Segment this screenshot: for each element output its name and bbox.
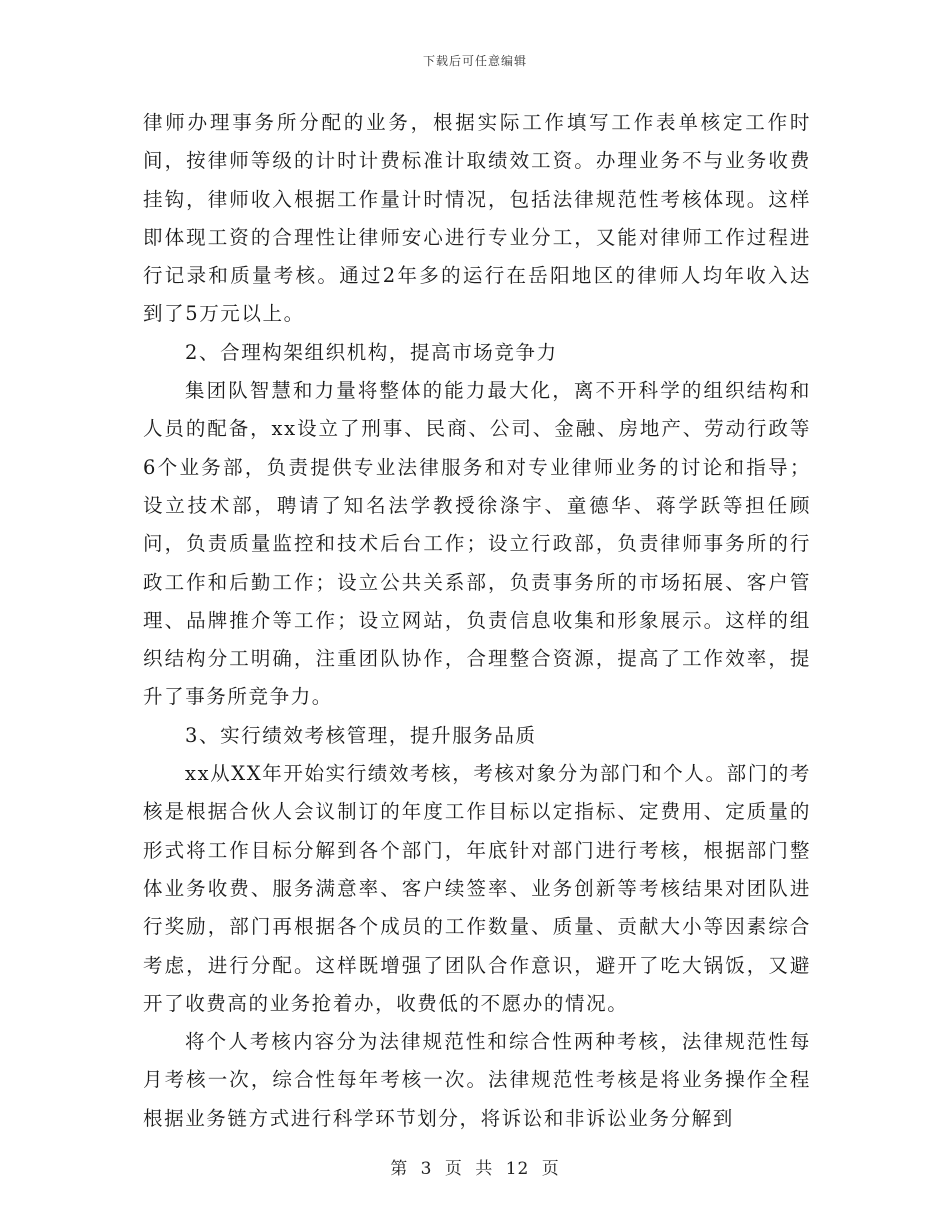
document-body [143, 104, 811, 1138]
page-header: 下载后可任意编辑 [422, 54, 527, 68]
section-heading: 3、实行绩效考核管理，提升服务品质 [185, 723, 537, 747]
paragraph: 律师办理事务所分配的业务，根据实际工作填写工作表单核定工作时间，按律师等级的计时计费标准计取绩效工资。办理业务不与业务收费挂钩，律师收入根据工作量计时情况，包括法律规范性考核体现。这样即体现工资的合理性让律师安心进行专业分工，又能对律师工作过程进行记录和质量考核。通过2年多的运行在岳阳地区的律师人均年收入达到了5万元以上。 [143, 111, 811, 326]
page-number-footer: 第 3 页 共 12 页 [390, 1159, 560, 1179]
section-heading: 2、合理构架组织机构，提高市场竞争力 [185, 340, 558, 364]
paragraph: 将个人考核内容分为法律规范性和综合性两种考核，法律规范性每月考核一次，综合性每年考核一次。法律规范性考核是将业务操作全程根据业务链方式进行科学环节划分，将诉讼和非诉讼业务分解到 [143, 1030, 811, 1130]
paragraph: xx从XX年开始实行绩效考核，考核对象分为部门和个人。部门的考核是根据合伙人会议制订的年度工作目标以定指标、定费用、定质量的形式将工作目标分解到各个部门，年底针对部门进行考核，根据部门整体业务收费、服务满意率、客户续签率、业务创新等考核结果对团队进行奖励，部门再根据各个成员的工作数量、质量、贡献大小等因素综合考虑，进行分配。这样既增强了团队合作意识，避开了吃大锅饭，又避开了收费高的业务抢着办，收费低的不愿办的情况。 [143, 762, 811, 1015]
paragraph: 集团队智慧和力量将整体的能力最大化，离不开科学的组织结构和人员的配备，xx设立了刑事、民商、公司、金融、房地产、劳动行政等6个业务部，负责提供专业法律服务和对专业律师业务的讨论和指导；设立技术部，聘请了知名法学教授徐涤宇、童德华、蒋学跃等担任顾问，负责质量监控和技术后台工作；设立行政部，负责律师事务所的行政工作和后勤工作；设立公共关系部，负责事务所的市场拓展、客户管理、品牌推介等工作；设立网站，负责信息收集和形象展示。这样的组织结构分工明确，注重团队协作，合理整合资源，提高了工作效率，提升了事务所竞争力。 [143, 379, 811, 709]
